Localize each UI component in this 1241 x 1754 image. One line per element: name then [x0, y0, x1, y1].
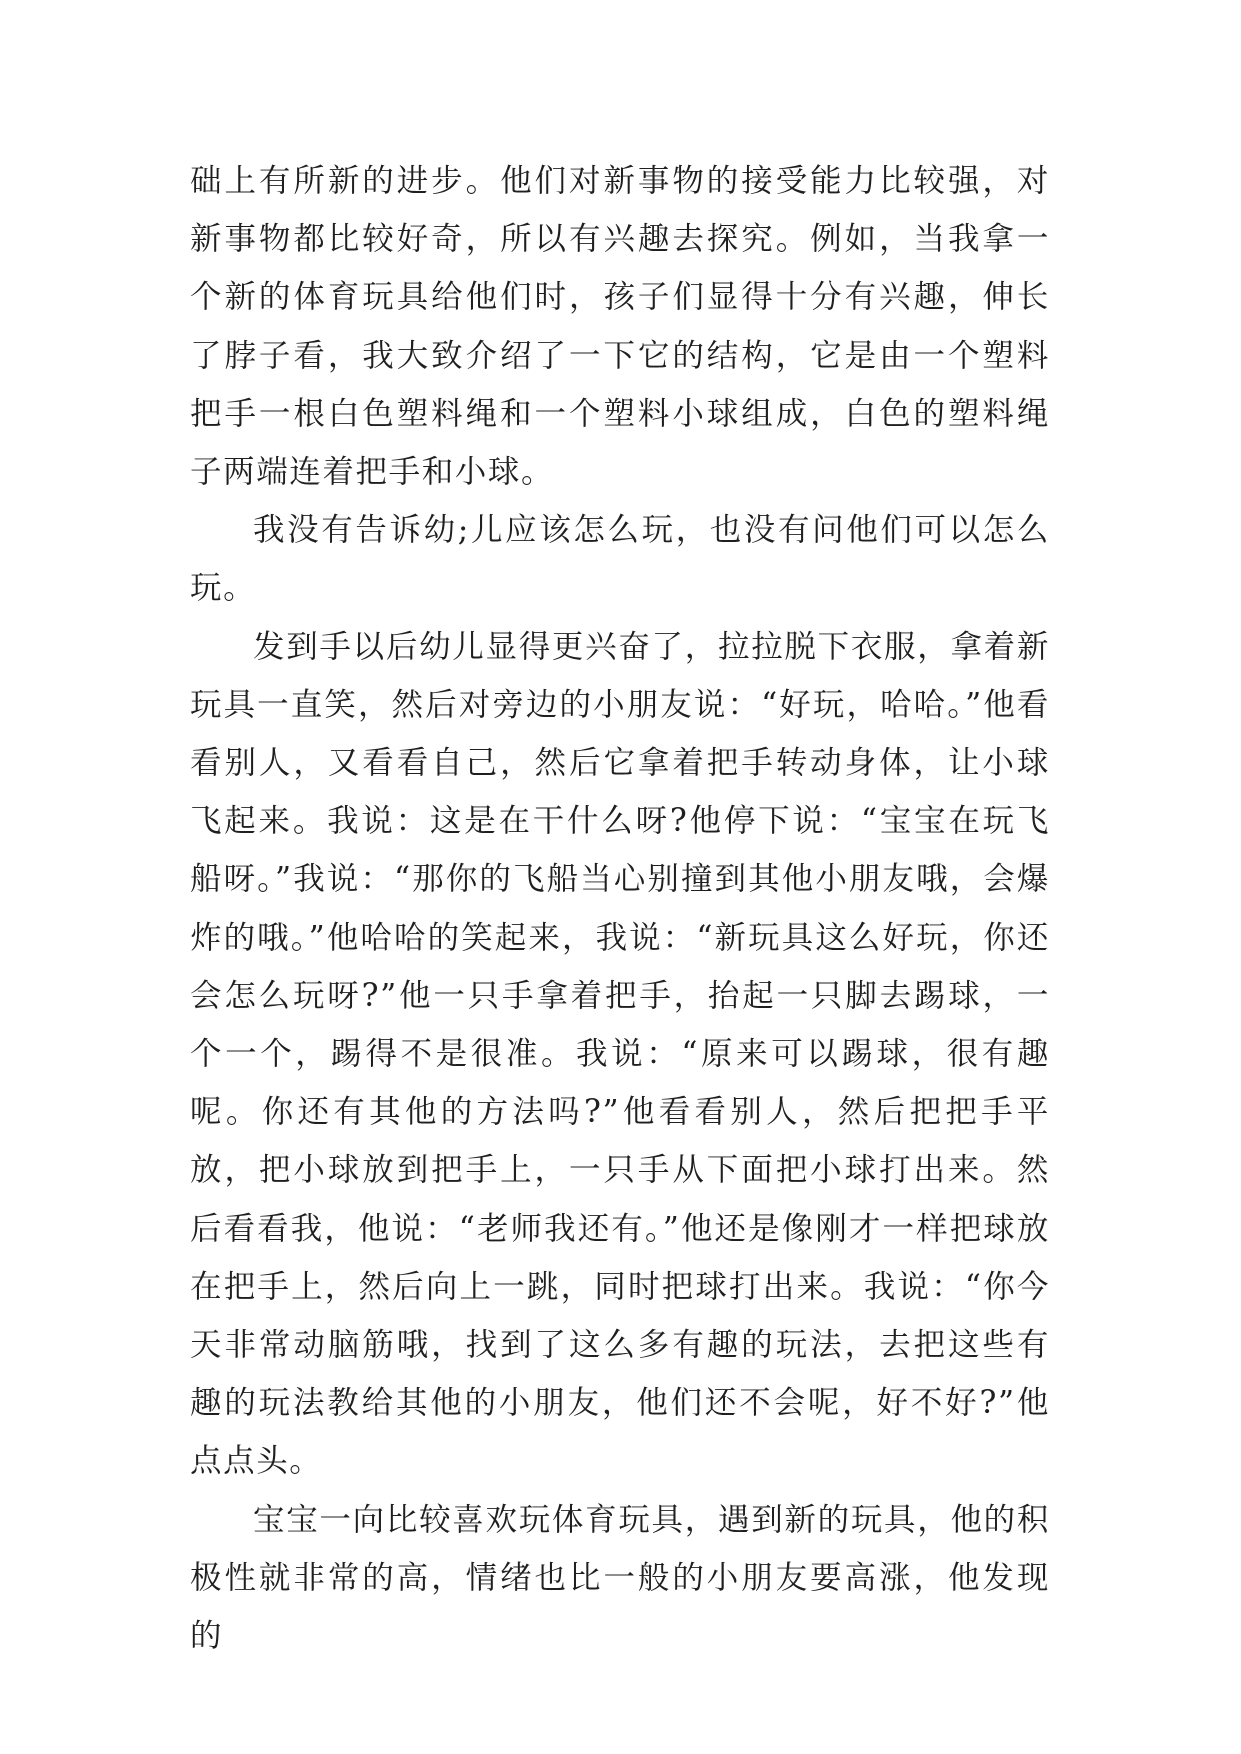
paragraph-play-observation: 发到手以后幼儿显得更兴奋了，拉拉脱下衣服，拿着新玩具一直笑，然后对旁边的小朋友说：“好玩，哈哈。”他看看别人，又看看自己，然后它拿着把手转动身体，让小球飞起来。我说：这是在干什么呀?他停下说：“宝宝在玩飞船呀。”我说：“那你的飞船当心别撞到其他小朋友哦，会爆炸的哦。”他哈哈的笑起来，我说：“新玩具这么好玩，你还会怎么玩呀?”他一只手拿着把手，抬起一只脚去踢球，一个一个，踢得不是很准。我说：“原来可以踢球，很有趣呢。你还有其他的方法吗?”他看看别人，然后把把手平放，把小球放到把手上，一只手从下面把小球打出来。然后看看我，他说：“老师我还有。”他还是像刚才一样把球放在把手上，然后向上一跳，同时把球打出来。我说：“你今天非常动脑筋哦，找到了这么多有趣的玩法，去把这些有趣的玩法教给其他的小朋友，他们还不会呢，好不好?”他点点头。: [190, 628, 1050, 1480]
paragraph-continuation: 础上有所新的进步。他们对新事物的接受能力比较强，对新事物都比较好奇，所以有兴趣去探究。例如，当我拿一个新的体育玩具给他们时，孩子们显得十分有兴趣，伸长了脖子看，我大致介绍了一下它的结构，它是由一个塑料把手一根白色塑料绳和一个塑料小球组成，白色的塑料绳子两端连着把手和小球。: [190, 163, 1050, 491]
document-body: [190, 152, 1050, 1665]
paragraph-no-instruction: 我没有告诉幼;儿应该怎么玩，也没有问他们可以怎么玩。: [190, 512, 1050, 607]
paragraph-baobao-summary: 宝宝一向比较喜欢玩体育玩具，遇到新的玩具，他的积极性就非常的高，情绪也比一般的小朋友要高涨，他发现的: [190, 1501, 1050, 1655]
